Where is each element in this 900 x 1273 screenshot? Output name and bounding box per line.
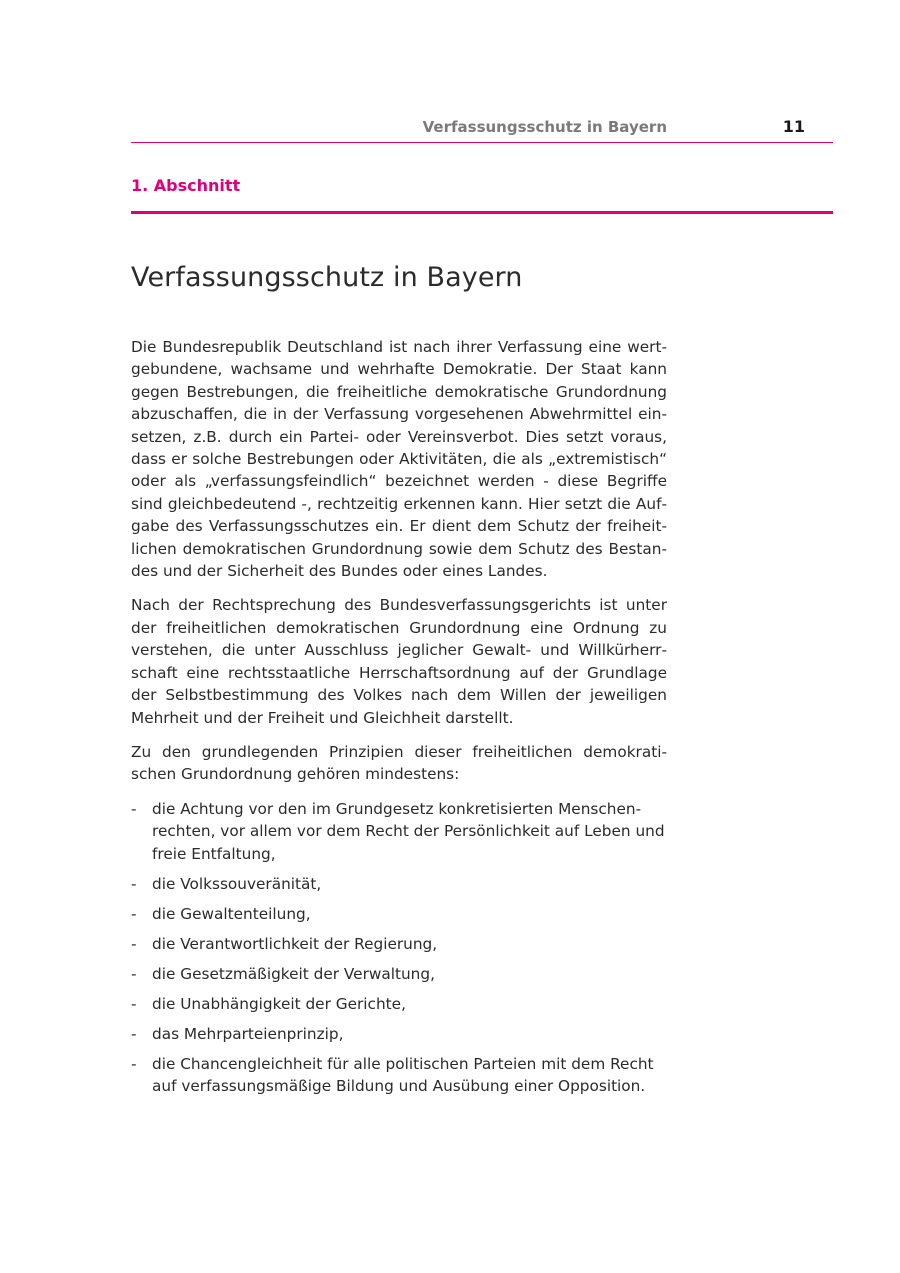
list-marker: - [131,994,137,1013]
running-title: Verfassungsschutz in Bayern [422,118,667,136]
principles-list [131,798,667,1098]
list-item-text: das Mehrparteienprinzip, [152,1024,344,1043]
list-marker: - [131,904,137,923]
paragraph: Die Bundesrepublik Deutschland ist nach ihrer Verfassung eine wertgebundene, wachsame und wehrhafte Demokratie. Der Staat kann gegen Bestrebungen, die freiheitliche demokratische Grundordnung abzuschaffen, die in der Verfassung vorgesehenen Abwehrmittel einsetzen, z.B. durch ein Partei- oder Vereinsverbot. Dies setzt voraus, dass er solche Bestrebungen oder Aktivitäten, die als „extremistisch“ oder als „verfassungsfeindlich“ bezeichnet werden - diese Begriffe sind gleichbedeutend -, rechtzeitig erkennen kann. Hier setzt die Aufgabe des Verfassungsschutzes ein. Er dient dem Schutz der freiheitlichen demokratischen Grundordnung sowie dem Schutz des Bestandes und der Sicherheit des Bundes oder eines Landes. [131,338,667,581]
list-marker: - [131,874,137,893]
list-marker: - [131,1024,137,1043]
article-body [131,336,667,1105]
paragraph: Zu den grundlegenden Prinzipien dieser freiheitlichen demokratischen Grundordnung gehören mindestens: [131,742,667,784]
list-marker: - [131,1054,137,1073]
list-item [131,1023,667,1045]
paragraph: Nach der Rechtsprechung des Bundesverfassungsgerichts ist unter der freiheitlichen demokratischen Grundordnung eine Ordnung zu verstehen, die unter Ausschluss jeglicher Gewalt- und Willkürherrschaft eine rechtsstaatliche Herrschaftsordnung auf der Grundlage der Selbstbestimmung des Volkes nach dem Willen der jeweiligen Mehrheit und der Freiheit und Gleichheit darstellt. [131,596,667,727]
section-label: 1. Abschnitt [131,176,241,195]
list-item-text: die Verantwortlichkeit der Regierung, [152,934,438,953]
page-title: Verfassungsschutz in Bayern [131,262,523,293]
page-number: 11 [782,117,805,136]
list-item [131,963,667,985]
list-item-text: die Gewaltenteilung, [152,904,311,923]
list-item [131,933,667,955]
list-item-text: die Chancengleichheit für alle politischen Parteien mit dem Recht auf verfassungsmäßige Bildung und Ausübung einer Opposition. [152,1054,654,1095]
list-item [131,903,667,925]
list-marker: - [131,799,137,818]
list-item [131,873,667,895]
list-marker: - [131,964,137,983]
list-item-text: die Gesetzmäßigkeit der Verwaltung, [152,964,435,983]
list-item [131,798,667,865]
list-item-text: die Achtung vor den im Grundgesetz konkretisierten Menschenrechten, vor allem vor dem Recht der Persönlichkeit auf Leben und freie Entfaltung, [152,799,665,863]
list-item-text: die Unabhängigkeit der Gerichte, [152,994,406,1013]
list-item [131,1053,667,1098]
section-divider [131,211,833,214]
list-item [131,993,667,1015]
list-marker: - [131,934,137,953]
list-item-text: die Volkssouveränität, [152,874,322,893]
running-header [131,116,833,143]
